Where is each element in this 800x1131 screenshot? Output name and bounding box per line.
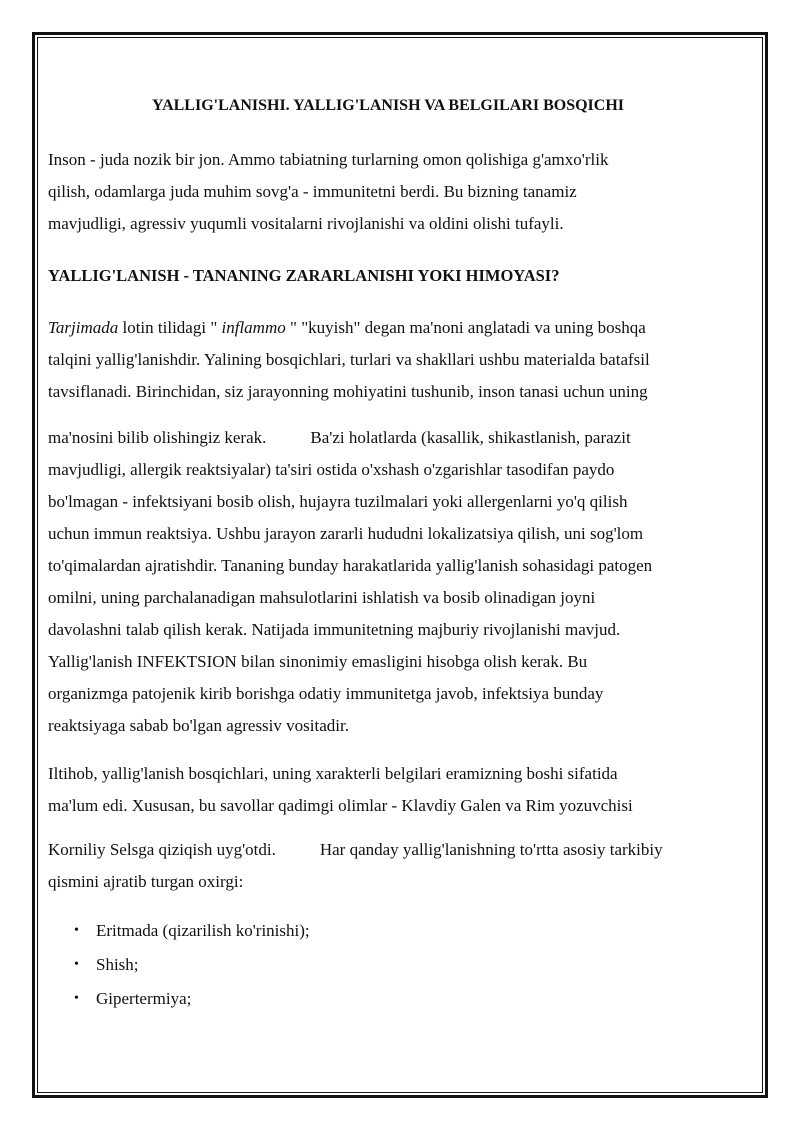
intro-line: Inson - juda nozik bir jon. Ammo tabiatning turlarning omon qolishiga g'amxo'rlik bbox=[48, 150, 609, 169]
reaction-paragraph bbox=[48, 422, 728, 742]
symptom-list bbox=[48, 914, 728, 1016]
list-item-text: Shish; bbox=[96, 955, 139, 974]
paragraph-line: Yallig'lanish INFEKTSION bilan sinonimiy emasligini hisobga olish kerak. Bu bbox=[48, 652, 588, 671]
paragraph-line: mavjudligi, allergik reaktsiyalar) ta'siri ostida o'xshash o'zgarishlar tasodifan paydo bbox=[48, 460, 615, 479]
document-body bbox=[48, 90, 728, 1016]
section-heading: YALLIG'LANISH - TANANING ZARARLANISHI YOKI HIMOYASI? bbox=[48, 266, 560, 285]
translation-paragraph bbox=[48, 312, 728, 408]
paragraph-line: bo'lmagan - infektsiyani bosib olish, hujayra tuzilmalari yoki allergenlarni yo'q qilish bbox=[48, 492, 628, 511]
paragraph-line: qismini ajratib turgan oxirgi: bbox=[48, 872, 244, 891]
paragraph-line: tavsiflanadi. Birinchidan, siz jarayonning mohiyatini tushunib, inson tanasi uchun uning bbox=[48, 382, 648, 401]
text-run: " "kuyish" degan ma'noni anglatadi va uning boshqa bbox=[285, 318, 646, 337]
paragraph-line: talqini yallig'lanishdir. Yalining bosqichlari, turlari va shakllari ushbu materialda batafsil bbox=[48, 350, 650, 369]
paragraph-line: uchun immun reaktsiya. Ushbu jarayon zararli hududni lokalizatsiya qilish, uni sog'lom bbox=[48, 524, 644, 543]
paragraph-line: to'qimalardan ajratishdir. Tananing bunday harakatlarida yallig'lanish sohasidagi patogen bbox=[48, 556, 653, 575]
paragraph-line: Ba'zi holatlarda (kasallik, shikastlanish, parazit bbox=[310, 428, 631, 447]
list-item bbox=[74, 914, 728, 948]
list-item bbox=[74, 948, 728, 982]
history-paragraph bbox=[48, 758, 728, 822]
intro-line: qilish, odamlarga juda muhim sovg'a - immunitetni berdi. Bu bizning tanamiz bbox=[48, 182, 577, 201]
paragraph-line: Iltihob, yallig'lanish bosqichlari, uning xarakterli belgilari eramizning boshi sifatida bbox=[48, 764, 618, 783]
bullet-icon: • bbox=[74, 923, 79, 938]
intro-line: mavjudligi, agressiv yuqumli vositalarni rivojlanishi va oldini olishi tufayli. bbox=[48, 214, 564, 233]
document-title: YALLIG'LANISHI. YALLIG'LANISH VA BELGILARI BOSQICHI bbox=[151, 97, 625, 114]
intro-paragraph bbox=[48, 144, 728, 240]
paragraph-line: Har qanday yallig'lanishning to'rtta asosiy tarkibiy bbox=[319, 840, 663, 859]
paragraph-line: reaktsiyaga sabab bo'lgan agressiv vositadir. bbox=[48, 716, 349, 735]
italic-term: Tarjimada bbox=[48, 318, 119, 337]
paragraph-line: davolashni talab qilish kerak. Natijada immunitetning majburiy rivojlanishi mavjud. bbox=[48, 620, 621, 639]
italic-term: inflammo bbox=[221, 318, 286, 337]
paragraph-line: ma'nosini bilib olishingiz kerak. bbox=[48, 428, 267, 447]
components-paragraph bbox=[48, 834, 728, 898]
bullet-icon: • bbox=[74, 957, 79, 972]
paragraph-line: omilni, uning parchalanadigan mahsulotlarini ishlatish va bosib olinadigan joyni bbox=[48, 588, 596, 607]
paragraph-line: organizmga patojenik kirib borishga odatiy immunitetga javob, infektsiya bunday bbox=[48, 684, 604, 703]
list-item-text: Eritmada (qizarilish ko'rinishi); bbox=[96, 921, 310, 940]
bullet-icon: • bbox=[74, 991, 79, 1006]
list-item bbox=[74, 982, 728, 1016]
paragraph-line: ma'lum edi. Xususan, bu savollar qadimgi olimlar - Klavdiy Galen va Rim yozuvchisi bbox=[48, 796, 633, 815]
text-run: lotin tilidagi " bbox=[118, 318, 222, 337]
list-item-text: Gipertermiya; bbox=[96, 989, 192, 1008]
paragraph-line: Korniliy Selsga qiziqish uyg'otdi. bbox=[48, 840, 276, 859]
